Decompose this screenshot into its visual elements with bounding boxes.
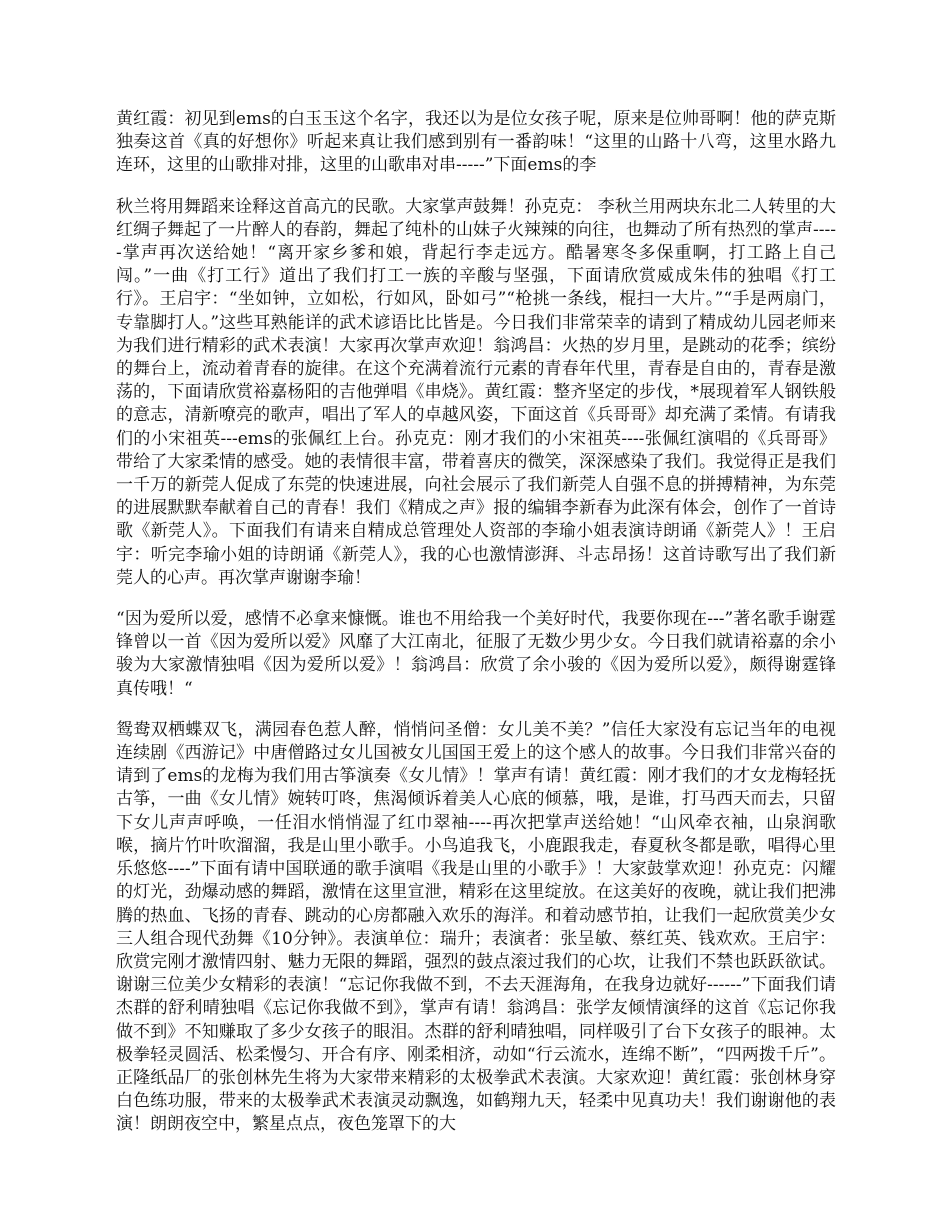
paragraph-2: 秋兰将用舞蹈来诠释这首高亢的民歌。大家掌声鼓舞！孙克克： 李秋兰用两块东北二人转里的大红绸子舞起了一片醉人的春韵，舞起了纯朴的山妹子火辣辣的向往，也舞动了所有热烈的掌声-----掌声再次送给她！“离开家乡爹和娘，背起行李走远方。酷暑寒冬多保重啊，打工路上自己闯。”一曲《打工行》道出了我们打工一族的辛酸与坚强，下面请欣赏威成朱伟的独唱《打工行》。王启宇：“坐如钟，立如松，行如风，卧如弓”“枪挑一条线，棍扫一大片。”“手是两扇门，专靠脚打人。”这些耳熟能详的武术谚语比比皆是。今日我们非常荣幸的请到了精成幼儿园老师来为我们进行精彩的武术表演！大家再次掌声欢迎！翁鸿昌：火热的岁月里，是跳动的花季；缤纷的舞台上，流动着青春的旋律。在这个充满着流行元素的青春年代里，青春是自由的，青春是激荡的，下面请欣赏裕嘉杨阳的吉他弹唱《串烧》。黄红霞：整齐坚定的步伐，*展现着军人钢铁般的意志，清新嘹亮的歌声，唱出了军人的卓越风姿，下面这首《兵哥哥》却充满了柔情。有请我们的小宋祖英---ems的张佩红上台。孙克克：刚才我们的小宋祖英----张佩红演唱的《兵哥哥》带给了大家柔情的感受。她的表情很丰富，带着喜庆的微笑，深深感染了我们。我觉得正是我们一千万的新莞人促成了东莞的快速进展，向社会展示了我们新莞人自强不息的拼搏精神，为东莞的进展默默奉献着自己的青春！我们《精成之声》报的编辑李新春为此深有体会，创作了一首诗歌《新莞人》。下面我们有请来自精成总管理处人资部的李瑜小姐表演诗朗诵《新莞人》！王启宇：听完李瑜小姐的诗朗诵《新莞人》，我的心也激情澎湃、斗志昂扬！这首诗歌写出了我们新莞人的心声。再次掌声谢谢李瑜！ [116,196,836,588]
paragraph-4: 鸳鸯双栖蝶双飞，满园春色惹人醉，悄悄问圣僧：女儿美不美？”信任大家没有忘记当年的电视连续剧《西游记》中唐僧路过女儿国被女儿国国王爱上的这个感人的故事。今日我们非常兴奋的请到了ems的龙梅为我们用古筝演奏《女儿情》！掌声有请！黄红霞：刚才我们的才女龙梅轻抚古筝，一曲《女儿情》婉转叮咚，焦渴倾诉着美人心底的倾慕，哦，是谁，打马西天而去，只留下女儿声声呼唤，一任泪水悄悄湿了红巾翠袖----再次把掌声送给她！“山风牵衣袖，山泉润歌喉，摘片竹叶吹溜溜，我是山里小歌手。小鸟追我飞，小鹿跟我走，春夏秋冬都是歌，唱得心里乐悠悠----”下面有请中国联通的歌手演唱《我是山里的小歌手》！大家鼓掌欢迎！孙克克：闪耀的灯光，劲爆动感的舞蹈，激情在这里宣泄，精彩在这里绽放。在这美好的夜晚，就让我们把沸腾的热血、飞扬的青春、跳动的心房都融入欢乐的海洋。和着动感节拍，让我们一起欣赏美少女三人组合现代劲舞《10分钟》。表演单位：瑞升；表演者：张呈敏、蔡红英、钱欢欢。王启宇：欣赏完刚才激情四射、魅力无限的舞蹈，强烈的鼓点滚过我们的心坎，让我们不禁也跃跃欲试。谢谢三位美少女精彩的表演！“忘记你我做不到，不去天涯海角，在我身边就好------”下面我们请杰群的舒利晴独唱《忘记你我做不到》，掌声有请！翁鸿昌：张学友倾情演绎的这首《忘记你我做不到》不知赚取了多少女孩子的眼泪。杰群的舒利晴独唱，同样吸引了台下女孩子的眼神。太极拳轻灵圆活、松柔慢匀、开合有序、刚柔相济，动如“行云流水，连绵不断”，“四两拨千斤”。正隆纸品厂的张创林先生将为大家带来精彩的太极拳武术表演。大家欢迎！黄红霞：张创林身穿白色练功服，带来的太极拳武术表演灵动飘逸，如鹤翔九天，轻柔中见真功夫！我们谢谢他的表演！朗朗夜空中，繁星点点，夜色笼罩下的大 [116,719,836,1135]
paragraph-3: “因为爱所以爱，感情不必拿来慷慨。谁也不用给我一个美好时代，我要你现在---”著名歌手谢霆锋曾以一首《因为爱所以爱》风靡了大江南北，征服了无数少男少女。今日我们就请裕嘉的余小骏为大家激情独唱《因为爱所以爱》！翁鸿昌：欣赏了余小骏的《因为爱所以爱》，颇得谢霆锋真传哦！“ [116,609,836,699]
paragraph-1: 黄红霞：初见到ems的白玉玉这个名字，我还以为是位女孩子呢，原来是位帅哥啊！他的萨克斯独奏这首《真的好想你》听起来真让我们感到别有一番韵味！“这里的山路十八弯，这里水路九连环，这里的山歌排对排，这里的山歌串对串-----”下面ems的李 [116,109,836,176]
document-body [116,108,836,1155]
